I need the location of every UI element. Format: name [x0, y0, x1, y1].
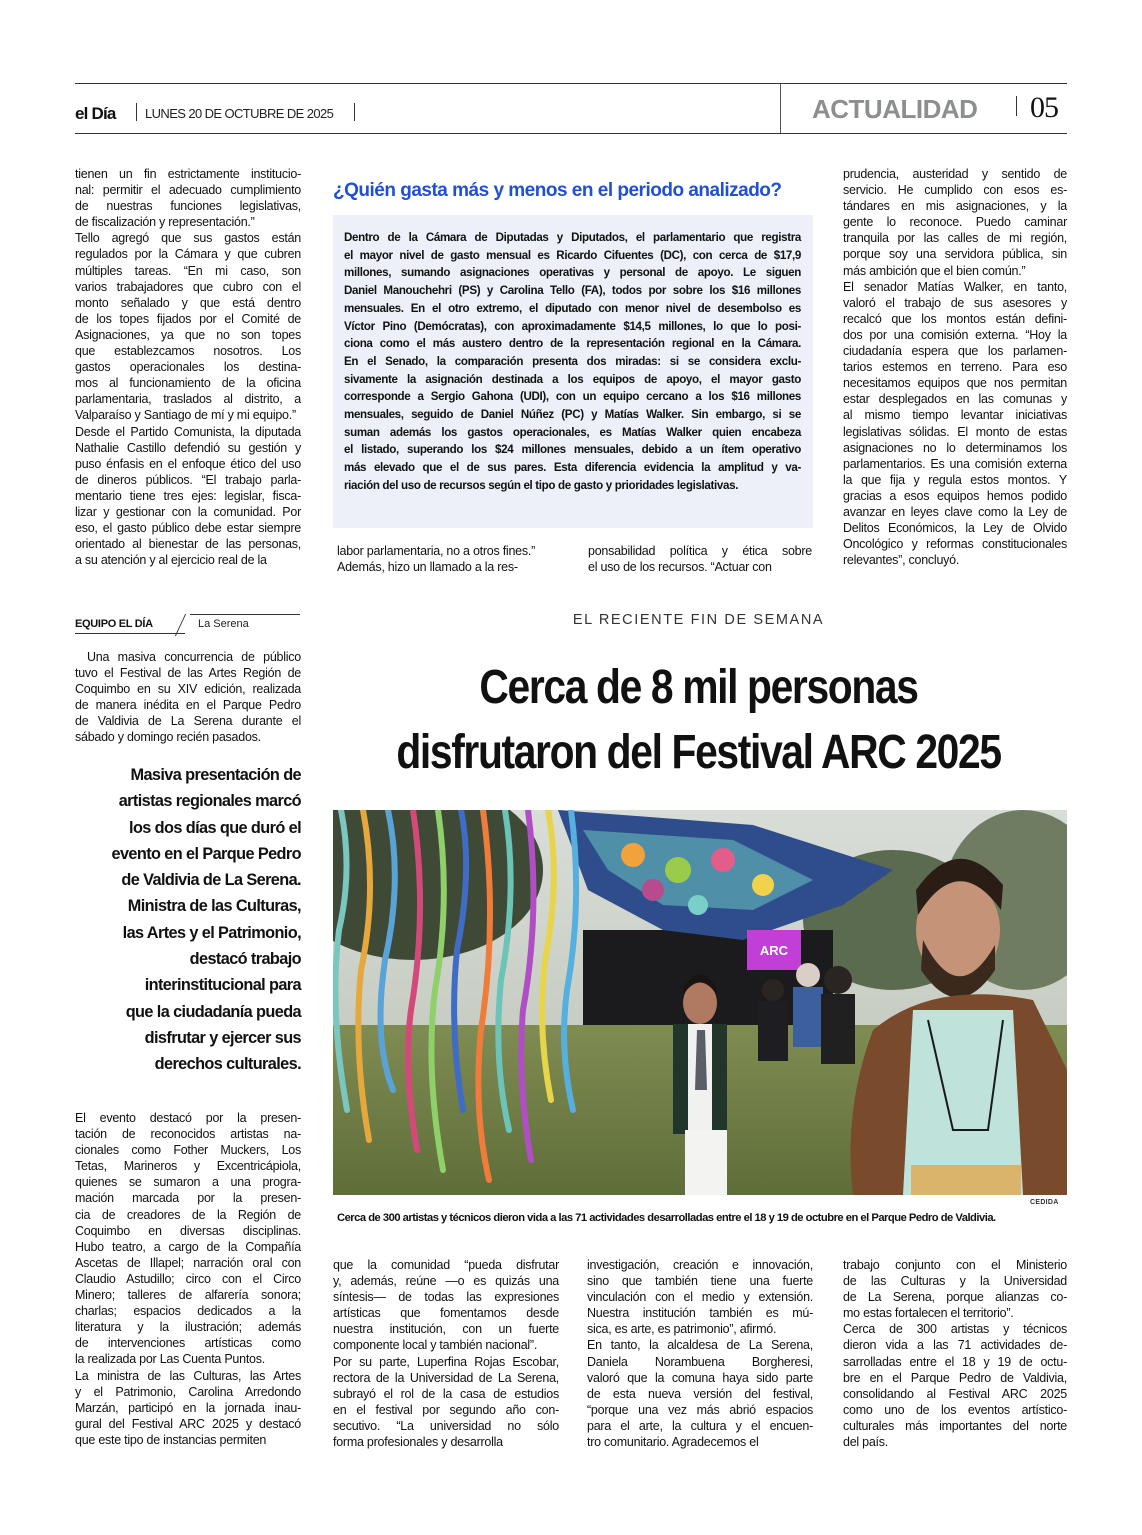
text-line: Minero; talleres de alfarería sonora;: [75, 1288, 301, 1303]
text-line: en el festival por segundo año con-: [333, 1402, 559, 1417]
issue-date: LUNES 20 DE OCTUBRE DE 2025: [145, 106, 334, 121]
headline-line: Cerca de 8 mil personas: [479, 661, 918, 714]
text-line: de La Serena, porque alianzas co-: [843, 1290, 1067, 1305]
text-line: asignaciones no lo determinamos los: [843, 440, 1067, 455]
text-line: a su atención y al ejercicio real de la: [75, 553, 267, 568]
article-deck: [75, 762, 301, 1078]
prev-article-col2: [337, 543, 561, 575]
text-line: ciona como el más austero dentro de la representación regional en la Cámara.: [344, 337, 801, 351]
text-line: forma profesionales y desarrolla: [333, 1435, 503, 1450]
article-col1: [75, 1110, 301, 1448]
text-line: gente lo reconoce. Puedo caminar: [843, 215, 1067, 230]
deck-line: derechos culturales.: [154, 1055, 301, 1074]
text-line: Nathalie Castillo defendió su gestión y: [75, 440, 301, 455]
deck-line: de Valdivia de La Serena.: [121, 871, 301, 890]
text-line: el mayor nivel de gasto mensual es Ricardo Cifuentes (DC), con cerca de $17,9: [344, 248, 801, 262]
text-line: El senador Matías Walker, en tanto,: [843, 279, 1067, 294]
text-line: literatura y la ilustración; además: [75, 1320, 301, 1335]
text-line: nal: permitir el adecuado cumplimiento: [75, 183, 301, 198]
text-line: Tetas, Marineros y Excentricápiola,: [75, 1159, 301, 1174]
text-line: sarrolladas entre el 18 y 19 de octu-: [843, 1354, 1067, 1369]
text-line: sica, es arte, es patrimonio”, afirmó.: [587, 1322, 777, 1337]
text-line: Marzán, participó en la jornada inau-: [75, 1400, 301, 1415]
text-line: ponsabilidad política y ética sobre: [588, 544, 812, 558]
text-line: la que fija y regula estos montos. Y: [843, 472, 1067, 487]
text-line: monto señalado y que está dentro: [75, 295, 301, 310]
article-lead: [75, 649, 301, 746]
header-divider: [780, 84, 781, 133]
text-line: que establezcamos nosotros. Los: [75, 344, 301, 359]
text-line: de esta nueva versión del festival,: [587, 1386, 813, 1401]
prev-article-col1: [75, 166, 301, 568]
text-line: sivamente la asignación destinada a los equipos de apoyo, el mayor gasto: [344, 372, 801, 386]
text-line: como uno de los eventos artístico-: [843, 1402, 1067, 1417]
deck-line: que la ciudadanía pueda: [125, 1002, 301, 1021]
info-box: [333, 215, 813, 528]
text-line: Además, hizo un llamado a la res-: [337, 560, 518, 575]
text-line: el uso de los recursos. “Actuar con: [588, 560, 772, 575]
deck-line: los dos días que duró el: [129, 818, 301, 837]
text-line: mo estas fortalecen el territorio”.: [843, 1306, 1014, 1321]
text-line: Asignaciones, ya que no son topes: [75, 327, 301, 342]
text-line: regulados por la Cámara y que cubren: [75, 247, 301, 262]
text-line: gastos operacionales los destina-: [75, 360, 301, 375]
text-line: cionales como Fother Muckers, Los: [75, 1143, 301, 1158]
article-col4: [843, 1257, 1067, 1450]
text-line: valoró el trabajo de sus asesores y: [843, 295, 1067, 310]
text-line: Hubo teatro, a cargo de la Compañía: [75, 1239, 301, 1254]
text-line: Dentro de la Cámara de Diputadas y Diputados, el parlamentario que registra: [344, 231, 801, 244]
article-col2: [333, 1257, 559, 1450]
text-line: del país.: [843, 1435, 889, 1450]
text-line: artísticas que fomentamos desde: [333, 1306, 559, 1321]
text-line: labor parlamentaria, no a otros fines.”: [337, 544, 535, 558]
text-line: secutivo. “La universidad no sólo: [333, 1418, 559, 1433]
text-line: prudencia, austeridad y sentido de: [843, 167, 1067, 181]
text-line: de manera inédita en el Parque Pedro: [75, 698, 301, 713]
header-bottom-rule: [75, 133, 1067, 134]
article-kicker: EL RECIENTE FIN DE SEMANA: [572, 612, 825, 628]
text-line: consolidando al Festival ARC 2025: [843, 1386, 1067, 1401]
deck-line: destacó trabajo: [189, 950, 301, 969]
text-line: avanzar en leyes clave como la Ley de: [843, 504, 1067, 519]
text-line: Por su parte, Luperfina Rojas Escobar,: [333, 1354, 559, 1369]
box-title: ¿Quién gasta más y menos en el periodo analizado?: [333, 180, 782, 201]
text-line: múltiples tareas. “En mi caso, son: [75, 263, 301, 278]
text-line: millones, sumando asignaciones operativas y personal de apoyo. Le siguen: [344, 266, 801, 280]
text-line: tándares en mis asignaciones, y la: [843, 199, 1067, 214]
text-line: charlas; espacios dedicados a la: [75, 1304, 301, 1319]
text-line: sábado y domingo recién pasados.: [75, 730, 261, 745]
byline-author: EQUIPO EL DÍA: [75, 618, 153, 630]
deck-line: artistas regionales marcó: [118, 792, 301, 811]
text-line: tranquila por las calles de mi región,: [843, 231, 1067, 246]
text-line: la realizada por Las Cuenta Puntos.: [75, 1352, 265, 1367]
text-line: el listado, superando los $24 millones mensuales, debido a un ítem operativo: [344, 443, 801, 457]
text-line: nuestra institución, con un fuerte: [333, 1322, 559, 1337]
text-line: Daniel Manouchehri (PS) y Carolina Tello (FA), todos por sobre los $16 millones: [344, 284, 801, 298]
text-line: El evento destacó por la presen-: [75, 1111, 301, 1125]
text-line: corresponde a Sergio Gahona (UDI), con un equipo cercano a los $16 millones: [344, 390, 801, 404]
text-line: Claudio Astudillo; circo con el Circo: [75, 1271, 301, 1286]
text-line: mos al funcionamiento de la oficina: [75, 376, 301, 391]
text-line: mensuales. En el otro extremo, el diputado con menor nivel de desembolso es: [344, 301, 801, 315]
article-col3: [587, 1257, 813, 1450]
text-line: Ascetas de Illapel; narración oral con: [75, 1255, 301, 1270]
photo-credit: CEDIDA: [1030, 1199, 1059, 1206]
text-line: y el Patrimonio, Carolina Arredondo: [75, 1384, 301, 1399]
text-line: trabajo conjunto con el Ministerio: [843, 1258, 1067, 1272]
text-line: suman además los gastos operacionales, es Matías Walker quien encabeza: [344, 425, 801, 439]
text-line: investigación, creación e innovación,: [587, 1258, 813, 1272]
article-headline: [330, 655, 1067, 785]
text-line: tienen un fin estrictamente institucio-: [75, 167, 301, 181]
text-line: de intervenciones artísticas como: [75, 1336, 301, 1351]
text-line: que este tipo de instancias permiten: [75, 1432, 267, 1447]
text-line: tuvo el Festival de las Artes Región de: [75, 666, 301, 681]
header-pipe: [354, 103, 355, 121]
text-line: subrayó el rol de la casa de estudios: [333, 1386, 559, 1401]
text-line: ciudadanía espera que los parlamen-: [843, 344, 1067, 359]
text-line: gural del Festival ARC 2025 y destacó: [75, 1416, 301, 1431]
article-photo: [333, 810, 1067, 1195]
text-line: Una masiva concurrencia de público: [87, 650, 301, 664]
text-line: estar desplegados en las comunas y: [843, 392, 1067, 407]
text-line: La ministra de las Culturas, las Artes: [75, 1368, 301, 1383]
text-line: mensuales, seguido de Daniel Núñez (PC) y Matías Walker. Sin embargo, si se: [344, 408, 801, 422]
byline-rule: [190, 614, 300, 615]
text-line: Nuestra institución también es mú-: [587, 1306, 813, 1321]
text-line: que la comunidad “pueda disfrutar: [333, 1258, 559, 1272]
text-line: y, además, reúne —o es quizás una: [333, 1274, 559, 1289]
text-line: Oncológico y reformas constitucionales: [843, 537, 1067, 552]
text-line: más elevado que el de sus pares. Esta diferencia evidencia la amplitud y va-: [344, 461, 801, 475]
text-line: Tello agregó que sus gastos están: [75, 231, 301, 246]
photo-caption: Cerca de 300 artistas y técnicos dieron vida a las 71 actividades desarrolladas entre el 18 y 19 de octubre en el Parque Pedro de Valdivia.: [337, 1212, 996, 1224]
text-line: rectora de la Universidad de La Serena,: [333, 1370, 559, 1385]
text-line: dieron vida a las 71 actividades de-: [843, 1338, 1067, 1353]
text-line: más ambición que el bien común.”: [843, 263, 1026, 278]
text-line: legislativas sólidas. El monto de estas: [843, 424, 1067, 439]
text-line: tarios estemos en terreno. Para eso: [843, 360, 1067, 375]
text-line: varios trabajadores que cubro con el: [75, 279, 301, 294]
festival-photo-illustration: [333, 810, 1067, 1195]
text-line: sino que también tiene una fuerte: [587, 1274, 813, 1289]
text-line: quienes se sumaron a una progra-: [75, 1175, 301, 1190]
text-line: En el Senado, la comparación presenta dos miradas: si se considera exclu-: [344, 354, 801, 368]
text-line: orientado al bienestar de las personas,: [75, 537, 301, 552]
text-line: para el arte, la cultura y el encuen-: [587, 1418, 813, 1433]
text-line: componente local y también nacional”.: [333, 1338, 538, 1353]
header-pipe: [1016, 96, 1017, 116]
info-box-text: [344, 229, 801, 495]
text-line: eso, el gasto público debe estar siempre: [75, 521, 301, 536]
text-line: lizar y gestionar con la comunidad. Por: [75, 504, 301, 519]
text-line: parlamentaria, traslados al distrito, a: [75, 392, 301, 407]
prev-article-col4: [843, 166, 1067, 568]
header-pipe: [136, 103, 137, 121]
text-line: de fiscalización y representación.”: [75, 215, 255, 230]
deck-line: Masiva presentación de: [130, 766, 301, 784]
text-line: Víctor Pino (Demócratas), con aproximadamente $14,5 millones, lo que lo posi-: [344, 319, 801, 333]
text-line: vinculación con el medio y extensión.: [587, 1290, 813, 1305]
text-line: tación de reconocidos artistas na-: [75, 1127, 301, 1142]
text-line: Cerca de 300 artistas y técnicos: [843, 1322, 1067, 1337]
deck-line: disfrutar y ejercer sus: [144, 1028, 301, 1047]
text-line: recalcó que los montos están defini-: [843, 311, 1067, 326]
text-line: Daniela Norambuena Borgheresi,: [587, 1354, 813, 1369]
prev-article-col3: [588, 543, 812, 575]
arc-sign-text: ARC: [759, 943, 789, 958]
page-number: 05: [1030, 91, 1058, 124]
text-line: En tanto, la alcaldesa de La Serena,: [587, 1338, 813, 1353]
text-line: al mismo tiempo levantar iniciativas: [843, 408, 1067, 423]
headline-line: disfrutaron del Festival ARC 2025: [396, 726, 1001, 779]
text-line: parlamentarios. Es una comisión externa: [843, 456, 1067, 471]
text-line: mentario tiene tres ejes: legislar, fisca-: [75, 488, 301, 503]
newspaper-logo: el Día: [75, 104, 116, 123]
text-line: gracias a esos equipos hemos podido: [843, 488, 1067, 503]
byline-rule: [75, 633, 185, 634]
deck-line: las Artes y el Patrimonio,: [122, 923, 301, 942]
text-line: necesitamos equipos que nos permitan: [843, 376, 1067, 391]
section-label: ACTUALIDAD: [812, 94, 978, 124]
text-line: Delitos Económicos, la Ley de Olvido: [843, 521, 1067, 536]
deck-line: Ministra de las Culturas,: [127, 897, 301, 916]
text-line: culturales más importantes del norte: [843, 1418, 1067, 1433]
text-line: de Valdivia de La Serena durante el: [75, 714, 301, 729]
text-line: tro comunitario. Agradecemos el: [587, 1435, 759, 1450]
text-line: dos por una comisión externa. “Hoy la: [843, 327, 1067, 342]
text-line: Coquimbo en diversas disciplinas.: [75, 1223, 301, 1238]
text-line: Valparaíso y Santiago de mí y mi equipo.”: [75, 408, 296, 423]
text-line: de los topes fijados por el Comité de: [75, 311, 301, 326]
text-line: Coquimbo en su XIV edición, realizada: [75, 682, 301, 697]
text-line: riación del uso de recursos según el tipo de gasto y prioridades legislativas.: [344, 478, 739, 492]
text-line: valoró que la comuna haya sido parte: [587, 1370, 813, 1385]
text-line: porque soy una servidora pública, sin: [843, 247, 1067, 262]
deck-line: interinstitucional para: [144, 976, 301, 995]
header-top-rule: [75, 83, 1067, 84]
text-line: puso énfasis en el enfoque ético del uso: [75, 456, 301, 471]
text-line: de nuestras funciones legislativas,: [75, 199, 301, 214]
text-line: servicio. He cumplido con esos es-: [843, 183, 1067, 198]
byline-location: La Serena: [198, 618, 249, 630]
text-line: de dineros públicos. “El trabajo parla-: [75, 472, 301, 487]
text-line: “porque una vez más abrió espacios: [587, 1402, 813, 1417]
text-line: cia de creadores de la Región de: [75, 1207, 301, 1222]
text-line: síntesis— de todas las expresiones: [333, 1290, 559, 1305]
text-line: relevantes”, concluyó.: [843, 553, 960, 568]
text-line: mación marcada por la presen-: [75, 1191, 301, 1206]
text-line: Desde el Partido Comunista, la diputada: [75, 424, 301, 439]
deck-line: evento en el Parque Pedro: [111, 844, 301, 863]
text-line: de las Culturas y la Universidad: [843, 1274, 1067, 1289]
text-line: bre en el Parque Pedro de Valdivia,: [843, 1370, 1067, 1385]
